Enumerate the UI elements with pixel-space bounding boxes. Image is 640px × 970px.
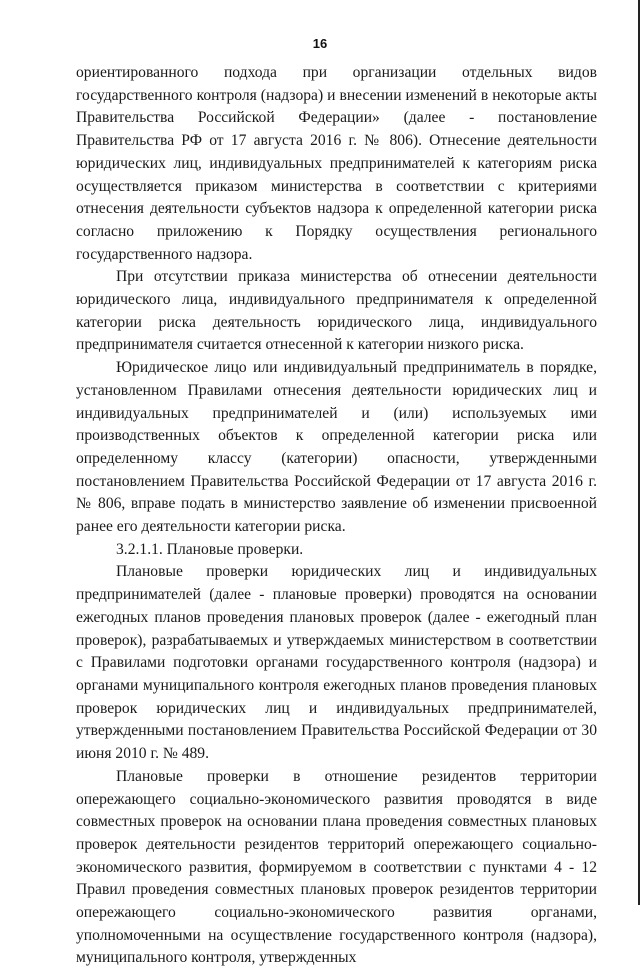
paragraph-no-risk-order: При отсутствии приказа министерства об отнесении деятельности юридического лица, индивидуального предпринимателя к определенной категории риска деятельность юридического лица, индивидуального предпринимателя считается отнесенной к категории низкого риска. — [76, 268, 597, 354]
paragraph-continuation: ориентированного подхода при организации отдельных видов государственного контроля (надзора) и внесении изменений в некоторые акты Правительства Российской Федерации» (далее - постановление Правительства РФ от 17 августа 2016 г. № 806). Отнесение деятельности юридических лиц, индивидуальных предпринимателей к категориям риска осуществляется приказом министерства в соответствии с критериями отнесения деятельности субъектов надзора к определенной категории риска согласно приложению к Порядку осуществления регионального государственного надзора. — [76, 64, 597, 263]
document-body — [76, 62, 597, 970]
section-heading-planned-inspections: 3.2.1.1. Плановые проверки. — [116, 540, 304, 558]
paragraph-tor-residents: Плановые проверки в отношение резидентов территории опережающего социально-экономического развития проводятся в виде совместных проверок на основании плана проведения совместных плановых проверок деятельности резидентов территорий опережающего социально-экономического развития, формируемом в соответствии с пунктами 4 - 12 Правил проведения совместных плановых проверок резидентов территории опережающего социально-экономического развития органами, уполномоченными на осуществление государственного контроля (надзора), муниципального контроля, утвержденных — [76, 767, 597, 967]
paragraph-planned-inspections: Плановые проверки юридических лиц и индивидуальных предпринимателей (далее - плановые проверки) проводятся на основании ежегодных планов проведения плановых проверок (далее - ежегодный план проверок), разрабатываемых и утверждаемых министерством в соответствии с Правилами подготовки органами государственного контроля (надзора) и органами муниципального контроля ежегодных планов проведения плановых проверок юридических лиц и индивидуальных предпринимателей, утвержденными постановлением Правительства Российской Федерации от 30 июня 2010 г. № 489. — [76, 563, 597, 763]
paragraph-risk-change-request: Юридическое лицо или индивидуальный предприниматель в порядке, установленном Правилами отнесения деятельности юридических лиц и индивидуальных предпринимателей и (или) используемых ими производственных объектов к определенной категории риска или определенному классу (категории) опасности, утвержденными постановлением Правительства Российской Федерации от 17 августа 2016 г. № 806, вправе подать в министерство заявление об изменении присвоенной ранее его деятельности категории риска. — [76, 359, 597, 536]
page-number: 16 — [312, 36, 328, 51]
